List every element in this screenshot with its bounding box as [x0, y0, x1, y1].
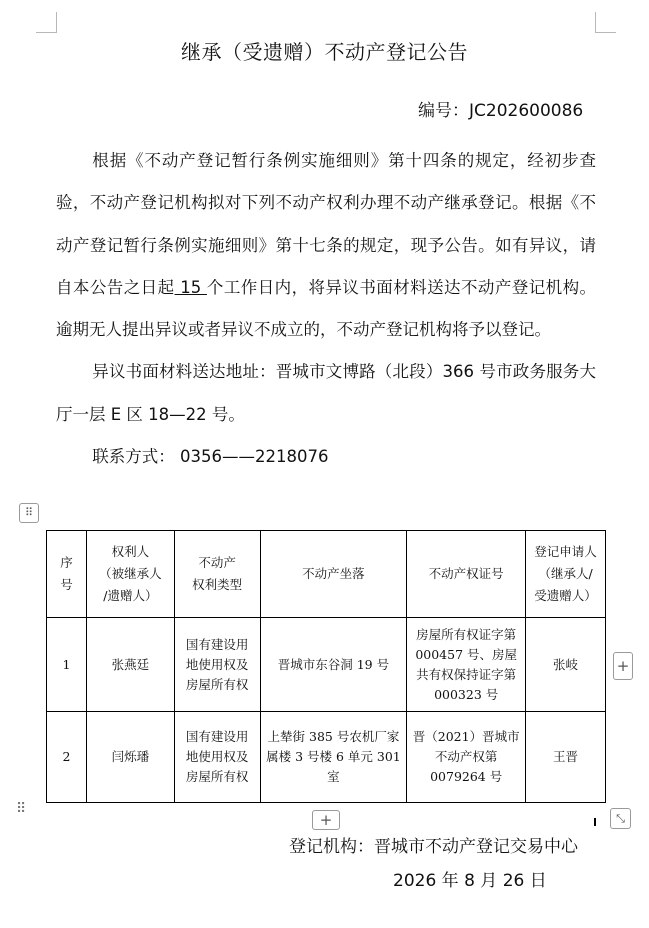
table-move-handle-icon[interactable]: ⠿: [19, 503, 39, 523]
table-resize-handle-icon[interactable]: ⤡: [610, 808, 631, 829]
paragraph-drag-grip-icon[interactable]: ⠿: [16, 801, 26, 817]
objection-days: 15: [174, 277, 207, 297]
add-column-button[interactable]: +: [613, 652, 633, 680]
page-corner-mark-top-left: [36, 12, 57, 33]
paragraph-objection-address: 异议书面材料送达地址：晋城市文博路（北段）366 号市政务服务大厅一层 E 区 18—22 号。: [56, 362, 596, 424]
announcement-date: 2026 年 8 月 26 日: [393, 871, 547, 891]
add-row-button[interactable]: +: [312, 810, 340, 830]
registration-authority: 登记机构：晋城市不动产登记交易中心: [289, 837, 578, 857]
header-cert-no: 不动产权证号: [407, 531, 526, 618]
cell-owner: 闫烁璠: [86, 712, 174, 803]
announcement-body: [56, 140, 596, 478]
cell-owner: 张燕廷: [86, 618, 174, 712]
paragraph-contact: 联系方式： 0356——2218076: [92, 447, 329, 467]
document-title: 继承（受遗赠）不动产登记公告: [181, 40, 468, 64]
text-cursor: [594, 818, 596, 826]
page-corner-mark-top-right: [595, 12, 616, 33]
paragraph-legal-basis-text-b: 个工作日内，将异议书面材料送达不动产登记机构。逾期无人提出异议或者异议不成立的，不动产登记机构将予以登记。: [56, 277, 597, 340]
table-header-row: [47, 531, 606, 618]
cell-right-type: 国有建设用地使用权及房屋所有权: [174, 712, 260, 803]
cell-cert-no: 房屋所有权证字第 000457 号、房屋共有权保持证字第 000323 号: [407, 618, 526, 712]
header-owner: 权利人 （被继承人 /遗赠人）: [86, 531, 174, 618]
document-number: 编号：JC202600086: [418, 101, 584, 121]
header-applicant: 登记申请人 （继承人/ 受遗赠人）: [526, 531, 606, 618]
cell-applicant: 张岐: [526, 618, 606, 712]
table-row: [47, 712, 606, 803]
cell-applicant: 王晋: [526, 712, 606, 803]
cell-location: 晋城市东谷洞 19 号: [260, 618, 407, 712]
paragraph-legal-basis: [56, 140, 596, 351]
registration-table: [46, 530, 606, 803]
cell-seq: 2: [47, 712, 87, 803]
header-right-type: 不动产 权利类型: [174, 531, 260, 618]
header-seq: 序 号: [47, 531, 87, 618]
table-row: [47, 618, 606, 712]
cell-cert-no: 晋（2021）晋城市不动产权第 0079264 号: [407, 712, 526, 803]
paragraph-legal-basis-text-a: 根据《不动产登记暂行条例实施细则》第十四条的规定，经初步查验，不动产登记机构拟对下列不动产权利办理不动产继承登记。根据《不动产登记暂行条例实施细则》第十七条的规定，现予公告。如有异议，请自本公告之日起: [56, 151, 596, 297]
header-location: 不动产坐落: [260, 531, 407, 618]
cell-location: 上辇街 385 号农机厂家属楼 3 号楼 6 单元 301 室: [260, 712, 407, 803]
cell-seq: 1: [47, 618, 87, 712]
cell-right-type: 国有建设用地使用权及房屋所有权: [174, 618, 260, 712]
